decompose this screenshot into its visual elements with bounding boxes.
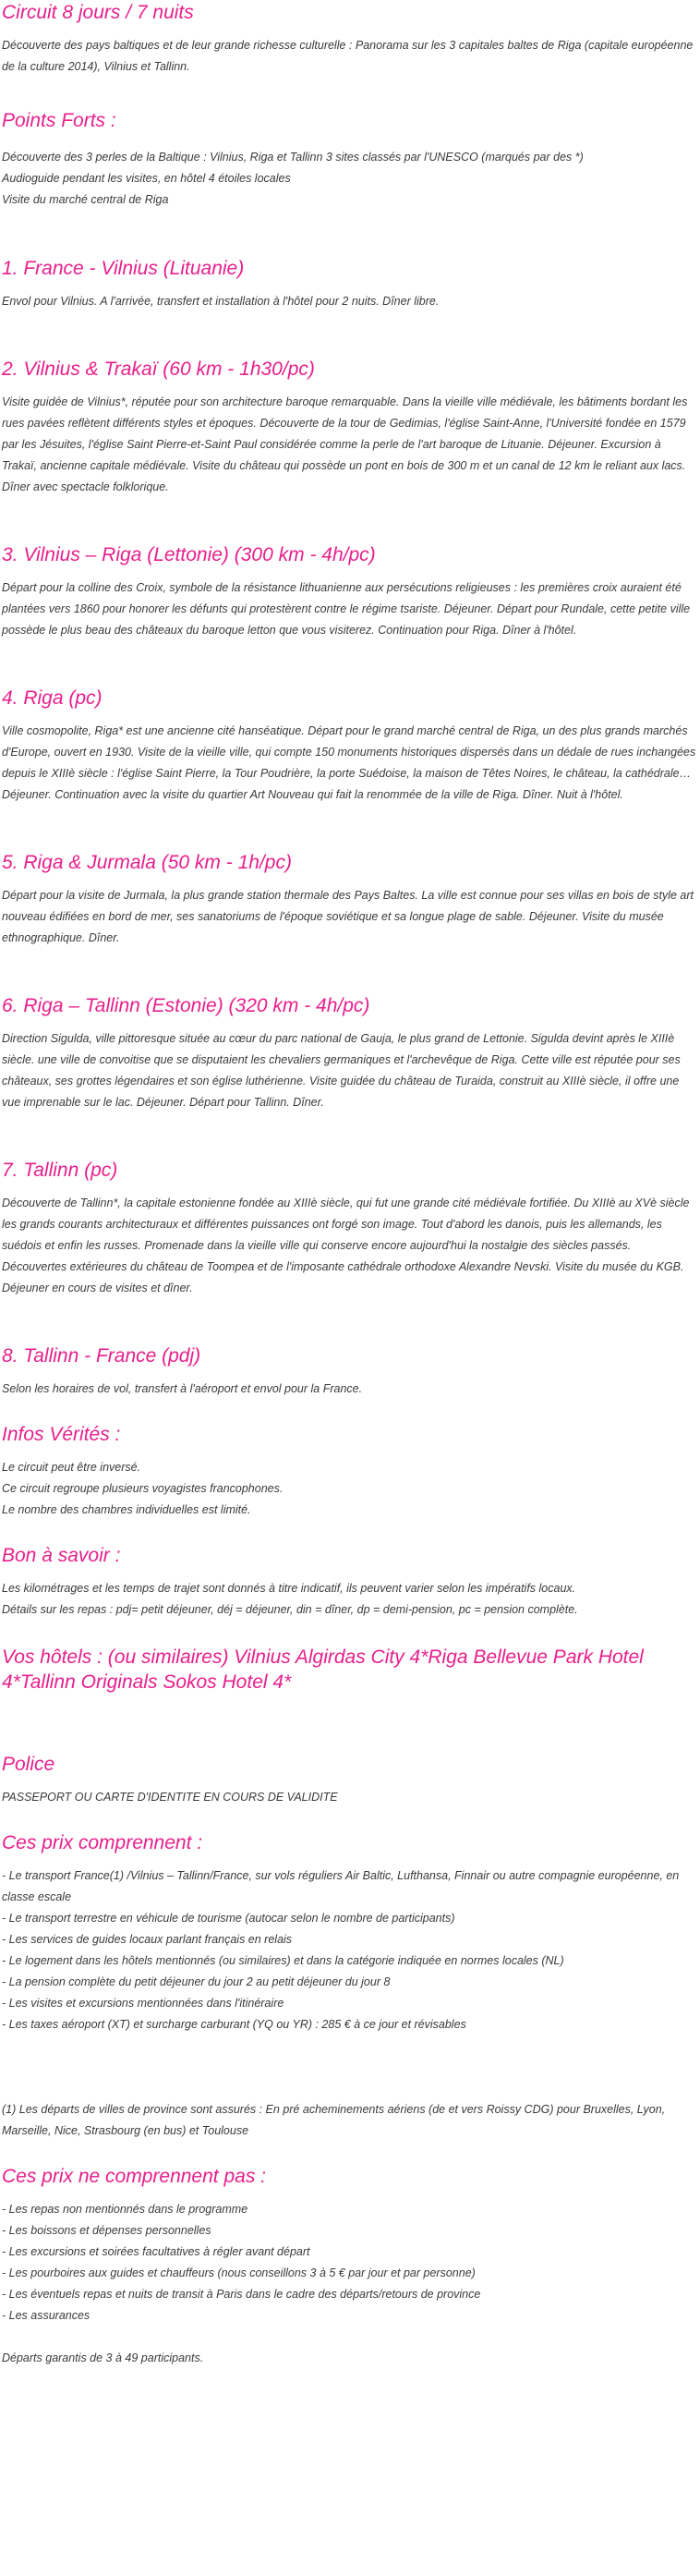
points-forts-line: Découverte des 3 perles de la Baltique : Vilnius, Riga et Tallinn 3 sites classés par l'UNESCO (marqués par des *): [2, 151, 584, 164]
inclus-note: (1) Les départs de villes de province sont assurés : En pré acheminements aériens (de et vers Roissy CDG) pour Bruxelles, Lyon, Marseille, Nice, Strasbourg (en bus) et Toulouse: [2, 2103, 666, 2137]
exclus-line: - Les repas non mentionnés dans le programme: [2, 2203, 248, 2216]
day-7-section: [2, 1160, 698, 1299]
infos-heading: Infos Vérités :: [2, 1424, 121, 1445]
points-forts-line: Audioguide pendant les visites, en hôtel 4 étoiles locales: [2, 172, 291, 185]
infos-line: Le nombre des chambres individuelles est limité.: [2, 1503, 251, 1516]
day-text: Envol pour Vilnius. A l'arrivée, transfert et installation à l'hôtel pour 2 nuits. Dîner libre.: [2, 295, 440, 308]
police-heading: Police: [2, 1754, 55, 1775]
day-5-section: [2, 852, 698, 949]
inclus-line: - Le logement dans les hôtels mentionnés (ou similaires) et dans la catégorie indiquée en normes locales (NL): [2, 1954, 564, 1967]
day-text: Découverte de Tallinn*, la capitale estonienne fondée au XIIIè siècle, qui fut une grande cité médiévale fortifiée. Du XIIIè au XVè siècle les grands courants architecturaux et différentes puissances ont forgé son image. Tout d'abord les danois, puis les allemands, les suédois et enfin les russes. Promenade dans la vieille ville qui conserve encore aujourd'hui la nostalgie des siècles passés. Découvertes extérieures du château de Toompea et de l'imposante cathédrale orthodoxe Alexandre Nevski. Visite du musée du KGB. Déjeuner en cours de visites et dîner.: [2, 1197, 690, 1294]
day-heading: 5. Riga & Jurmala (50 km - 1h/pc): [2, 852, 292, 873]
points-forts-section: [2, 110, 698, 211]
points-forts-line: Visite du marché central de Riga: [2, 193, 169, 206]
inclus-line: - La pension complète du petit déjeuner du jour 2 au petit déjeuner du jour 8: [2, 1975, 391, 1988]
intro-text: Découverte des pays baltiques et de leur grande richesse culturelle : Panorama sur les 3 capitales baltes de Riga (capitale européenne de la culture 2014), Vilnius et Tallinn.: [2, 39, 694, 73]
inclus-line: - Le transport France(1) /Vilnius – Tallinn/France, sur vols réguliers Air Baltic, Lufthansa, Finnair ou autre compagnie européenne, en classe escale: [2, 1869, 680, 1903]
hotels-heading: Vos hôtels : (ou similaires) Vilnius Algirdas City 4*Riga Bellevue Park Hotel 4*Tallinn Originals Sokos Hotel 4*: [2, 1646, 644, 1693]
bon-section: [2, 1545, 698, 1621]
day-text: Départ pour la visite de Jurmala, la plus grande station thermale des Pays Baltes. La ville est connue pour ses villas en bois de style art nouveau édifiées en bord de mer, ses sanatoriums de l'époque soviétique et sa longue plage de sable. Déjeuner. Visite du musée ethnographique. Dîner.: [2, 889, 694, 944]
exclus-heading: Ces prix ne comprennent pas :: [2, 2166, 266, 2187]
inclus-section: [2, 1832, 698, 2142]
points-forts-heading: Points Forts :: [2, 110, 116, 131]
inclus-line: - Les services de guides locaux parlant français en relais: [2, 1933, 293, 1946]
day-2-section: [2, 358, 698, 498]
day-3-section: [2, 544, 698, 641]
police-section: [2, 1754, 698, 1808]
day-heading: 3. Vilnius – Riga (Lettonie) (300 km - 4h/pc): [2, 544, 376, 565]
exclus-line: - Les excursions et soirées facultatives à régler avant départ: [2, 2245, 310, 2258]
exclus-line: - Les boissons et dépenses personnelles: [2, 2224, 211, 2237]
day-heading: 4. Riga (pc): [2, 687, 103, 709]
day-text: Direction Sigulda, ville pittoresque située au cœur du parc national de Gauja, le plus grand de Lettonie. Sigulda devint après le XIIIè siècle. une ville de convoitise que se disputaient les chevaliers germaniques et l'archevêque de Riga. Cette ville est réputée pour ses châteaux, ses grottes légendaires et son église luthérienne. Visite guidée du château de Turaida, construit au XIIIè siècle, il offre une vue imprenable sur le lac. Déjeuner. Départ pour Tallinn. Dîner.: [2, 1032, 681, 1109]
exclus-line: - Les assurances: [2, 2309, 91, 2322]
exclus-line: - Les éventuels repas et nuits de transit à Paris dans le cadre des départs/retours de province: [2, 2288, 481, 2301]
day-heading: 7. Tallinn (pc): [2, 1160, 118, 1181]
inclus-line: - Le transport terrestre en véhicule de tourisme (autocar selon le nombre de participants): [2, 1912, 455, 1925]
day-text: Visite guidée de Vilnius*, réputée pour son architecture baroque remarquable. Dans la vieille ville médiévale, les bâtiments bordant les rues pavées reflètent différents styles et époques. Découverte de la tour de Gedimias, l'église Saint-Anne, l'Université fondée en 1579 par les Jésuites, l'église Saint Pierre-et-Saint Paul considérée comme la perle de l'art baroque de Lituanie. Déjeuner. Excursion à Trakaï, ancienne capitale médiévale. Visite du château qui possède un pont en bois de 300 m et un canal de 12 km le reliant aux lacs. Dîner avec spectacle folklorique.: [2, 395, 688, 493]
day-text: Ville cosmopolite, Riga* est une ancienne cité hanséatique. Départ pour le grand marché central de Riga, un des plus grands marchés d'Europe, ouvert en 1930. Visite de la vieille ville, qui compte 150 monuments historiques dispersés dans un dédale de rues inchangées depuis le XIIIè siècle : l'église Saint Pierre, la Tour Poudrière, la porte Suédoise, la maison de Têtes Noires, le château, la cathédrale… Déjeuner. Continuation avec la visite du quartier Art Nouveau qui fait la renommée de la ville de Riga. Dîner. Nuit à l'hôtel.: [2, 724, 696, 801]
bon-heading: Bon à savoir :: [2, 1545, 121, 1566]
inclus-line: - Les taxes aéroport (XT) et surcharge carburant (YQ ou YR) : 285 € à ce jour et révisables: [2, 2018, 466, 2031]
exclus-section: [2, 2166, 698, 2369]
bon-line: Les kilométrages et les temps de trajet sont donnés à titre indicatif, ils peuvent varier selon les impératifs locaux.: [2, 1582, 576, 1595]
title-section: [2, 0, 698, 78]
day-text: Selon les horaires de vol, transfert à l'aéroport et envol pour la France.: [2, 1382, 363, 1395]
exclus-line: - Les pourboires aux guides et chauffeurs (nous conseillons 3 à 5 € par jour et par personne): [2, 2266, 476, 2279]
day-1-section: [2, 258, 698, 312]
bon-line: Détails sur les repas : pdj= petit déjeuner, déj = déjeuner, din = dîner, dp = demi-pension, pc = pension complète.: [2, 1603, 578, 1616]
day-4-section: [2, 687, 698, 806]
inclus-line: - Les visites et excursions mentionnées dans l'itinéraire: [2, 1997, 284, 2010]
hotels-section: [2, 1645, 698, 1695]
day-heading: 2. Vilnius & Trakaï (60 km - 1h30/pc): [2, 358, 315, 380]
infos-section: [2, 1424, 698, 1521]
inclus-heading: Ces prix comprennent :: [2, 1832, 203, 1853]
day-heading: 1. France - Vilnius (Lituanie): [2, 258, 245, 279]
day-text: Départ pour la colline des Croix, symbole de la résistance lithuanienne aux persécutions religieuses : les premières croix auraient été plantées vers 1860 pour honorer les défunts qui protestèrent contre le régime tsariste. Déjeuner. Départ pour Rundale, cette petite ville possède le plus beau des châteaux du baroque letton que vous visiterez. Continuation pour Riga. Dîner à l'hôtel.: [2, 581, 691, 637]
day-8-section: [2, 1345, 698, 1400]
day-heading: 8. Tallinn - France (pdj): [2, 1345, 201, 1367]
exclus-footer: Départs garantis de 3 à 49 participants.: [2, 2351, 204, 2364]
infos-line: Le circuit peut être inversé.: [2, 1461, 141, 1474]
day-6-section: [2, 995, 698, 1113]
infos-line: Ce circuit regroupe plusieurs voyagistes francophones.: [2, 1482, 284, 1495]
day-heading: 6. Riga – Tallinn (Estonie) (320 km - 4h/pc): [2, 995, 370, 1016]
police-text: PASSEPORT OU CARTE D'IDENTITE EN COURS DE VALIDITE: [2, 1791, 338, 1804]
page-title: Circuit 8 jours / 7 nuits: [2, 2, 194, 23]
